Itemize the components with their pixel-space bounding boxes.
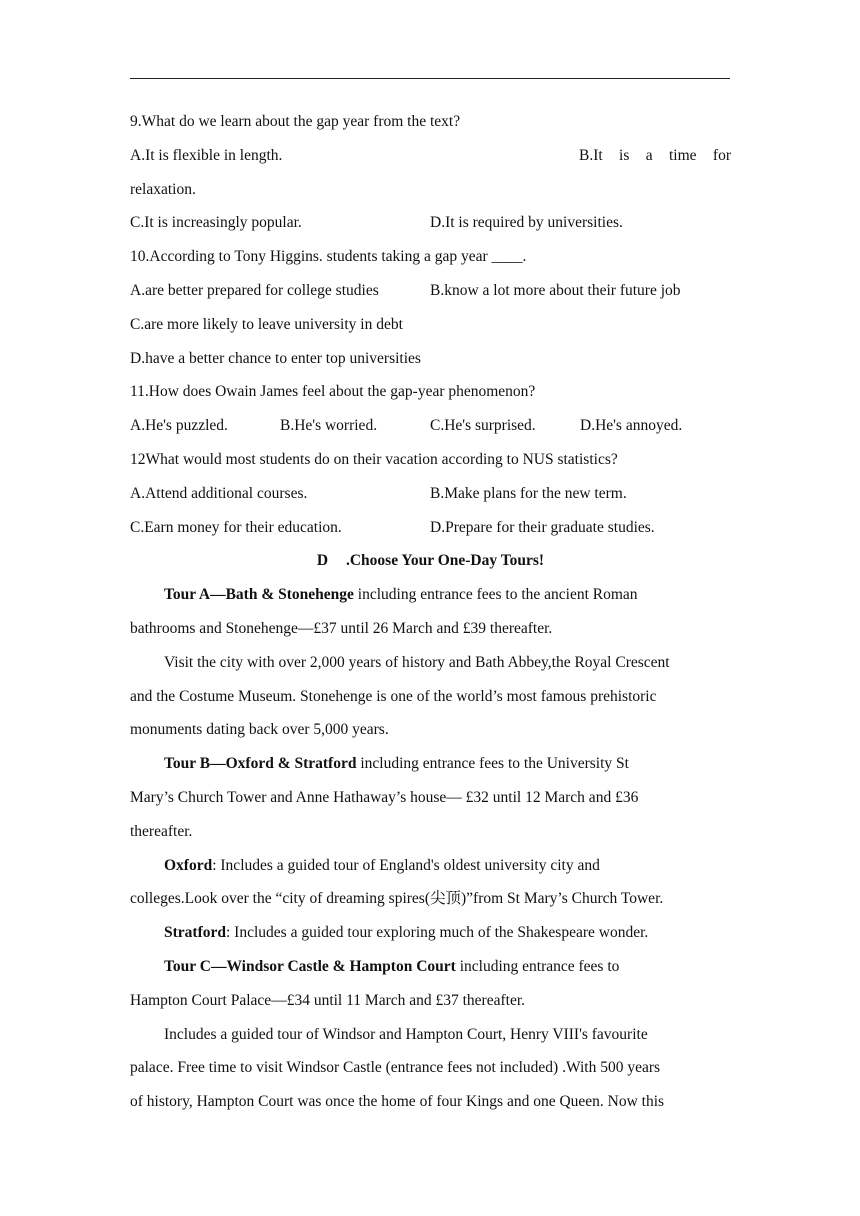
tour-b-price: Mary’s Church Tower and Anne Hathaway’s house— £32 until 12 March and £36 xyxy=(130,788,639,806)
tour-a-name: Tour A—Bath & Stonehenge xyxy=(164,586,354,604)
question-10-stem: 10.According to Tony Higgins. students taking a gap year ____. xyxy=(130,248,527,266)
option-11c: C.He's surprised. xyxy=(430,417,536,435)
option-10d: D.have a better chance to enter top universities xyxy=(130,349,421,367)
tour-a-desc-2: and the Costume Museum. Stonehenge is one of the world’s most famous prehistoric xyxy=(130,687,657,705)
question-12-stem: 12What would most students do on their vacation according to NUS statistics? xyxy=(130,450,618,468)
option-11d: D.He's annoyed. xyxy=(580,417,683,435)
question-11-stem: 11.How does Owain James feel about the gap-year phenomenon? xyxy=(130,383,536,401)
tour-c-name: Tour C—Windsor Castle & Hampton Court xyxy=(164,957,456,975)
section-d-title: .Choose Your One-Day Tours! xyxy=(345,552,545,570)
tour-b-oxford: Oxford: Includes a guided tour of England's oldest university city and xyxy=(164,856,600,874)
option-9a: A.It is flexible in length. xyxy=(130,146,283,164)
tour-b-price-cont: thereafter. xyxy=(130,822,193,840)
option-12b: B.Make plans for the new term. xyxy=(430,484,627,502)
header-rule xyxy=(130,78,730,79)
oxford-label: Oxford xyxy=(164,856,213,874)
question-9-options-ab xyxy=(130,139,731,173)
document-body xyxy=(130,105,731,1119)
question-10-options-ab xyxy=(130,274,731,308)
option-10c: C.are more likely to leave university in debt xyxy=(130,315,403,333)
question-9-options-cd xyxy=(130,206,731,240)
tour-b-oxford-cont: colleges.Look over the “city of dreaming spires(尖顶)”from St Mary’s Church Tower. xyxy=(130,890,664,908)
tour-a-price: bathrooms and Stonehenge—£37 until 26 March and £39 thereafter. xyxy=(130,619,553,637)
option-9c: C.It is increasingly popular. xyxy=(130,214,302,232)
tour-b-stratford: Stratford: Includes a guided tour exploring much of the Shakespeare wonder. xyxy=(164,924,649,942)
tour-c-desc-2: palace. Free time to visit Windsor Castle (entrance fees not included) .With 500 years xyxy=(130,1059,661,1077)
tour-a-desc-3: monuments dating back over 5,000 years. xyxy=(130,721,389,739)
tour-b-name: Tour B—Oxford & Stratford xyxy=(164,755,357,773)
tour-c-desc-1: Includes a guided tour of Windsor and Hampton Court, Henry VIII's favourite xyxy=(164,1025,648,1043)
tour-c-intro: Tour C—Windsor Castle & Hampton Court including entrance fees to xyxy=(164,957,620,975)
question-12-options-ab xyxy=(130,477,731,511)
option-10a: A.are better prepared for college studies xyxy=(130,281,379,299)
tour-b-intro: Tour B—Oxford & Stratford including entrance fees to the University St xyxy=(164,755,629,773)
option-10b: B.know a lot more about their future job xyxy=(430,281,681,299)
tour-c-price: Hampton Court Palace—£34 until 11 March and £37 thereafter. xyxy=(130,991,526,1009)
tour-c-desc-3: of history, Hampton Court was once the home of four Kings and one Queen. Now this xyxy=(130,1093,665,1111)
option-12c: C.Earn money for their education. xyxy=(130,518,342,536)
option-9b-continued: relaxation. xyxy=(130,180,196,198)
question-12-options-cd xyxy=(130,511,731,545)
tour-a-desc-1: Visit the city with over 2,000 years of history and Bath Abbey,the Royal Crescent xyxy=(164,653,670,671)
stratford-label: Stratford xyxy=(164,924,226,942)
option-9d: D.It is required by universities. xyxy=(430,214,623,232)
question-11-options xyxy=(130,409,731,443)
tour-a-intro: Tour A—Bath & Stonehenge including entrance fees to the ancient Roman xyxy=(164,586,638,604)
option-9b: B.It is a time for xyxy=(579,146,731,164)
option-12a: A.Attend additional courses. xyxy=(130,484,308,502)
option-12d: D.Prepare for their graduate studies. xyxy=(430,518,655,536)
option-11b: B.He's worried. xyxy=(280,417,378,435)
option-11a: A.He's puzzled. xyxy=(130,417,228,435)
section-d-letter: D xyxy=(316,552,329,570)
section-d-heading xyxy=(130,544,731,578)
question-9-stem: 9.What do we learn about the gap year from the text? xyxy=(130,113,461,130)
